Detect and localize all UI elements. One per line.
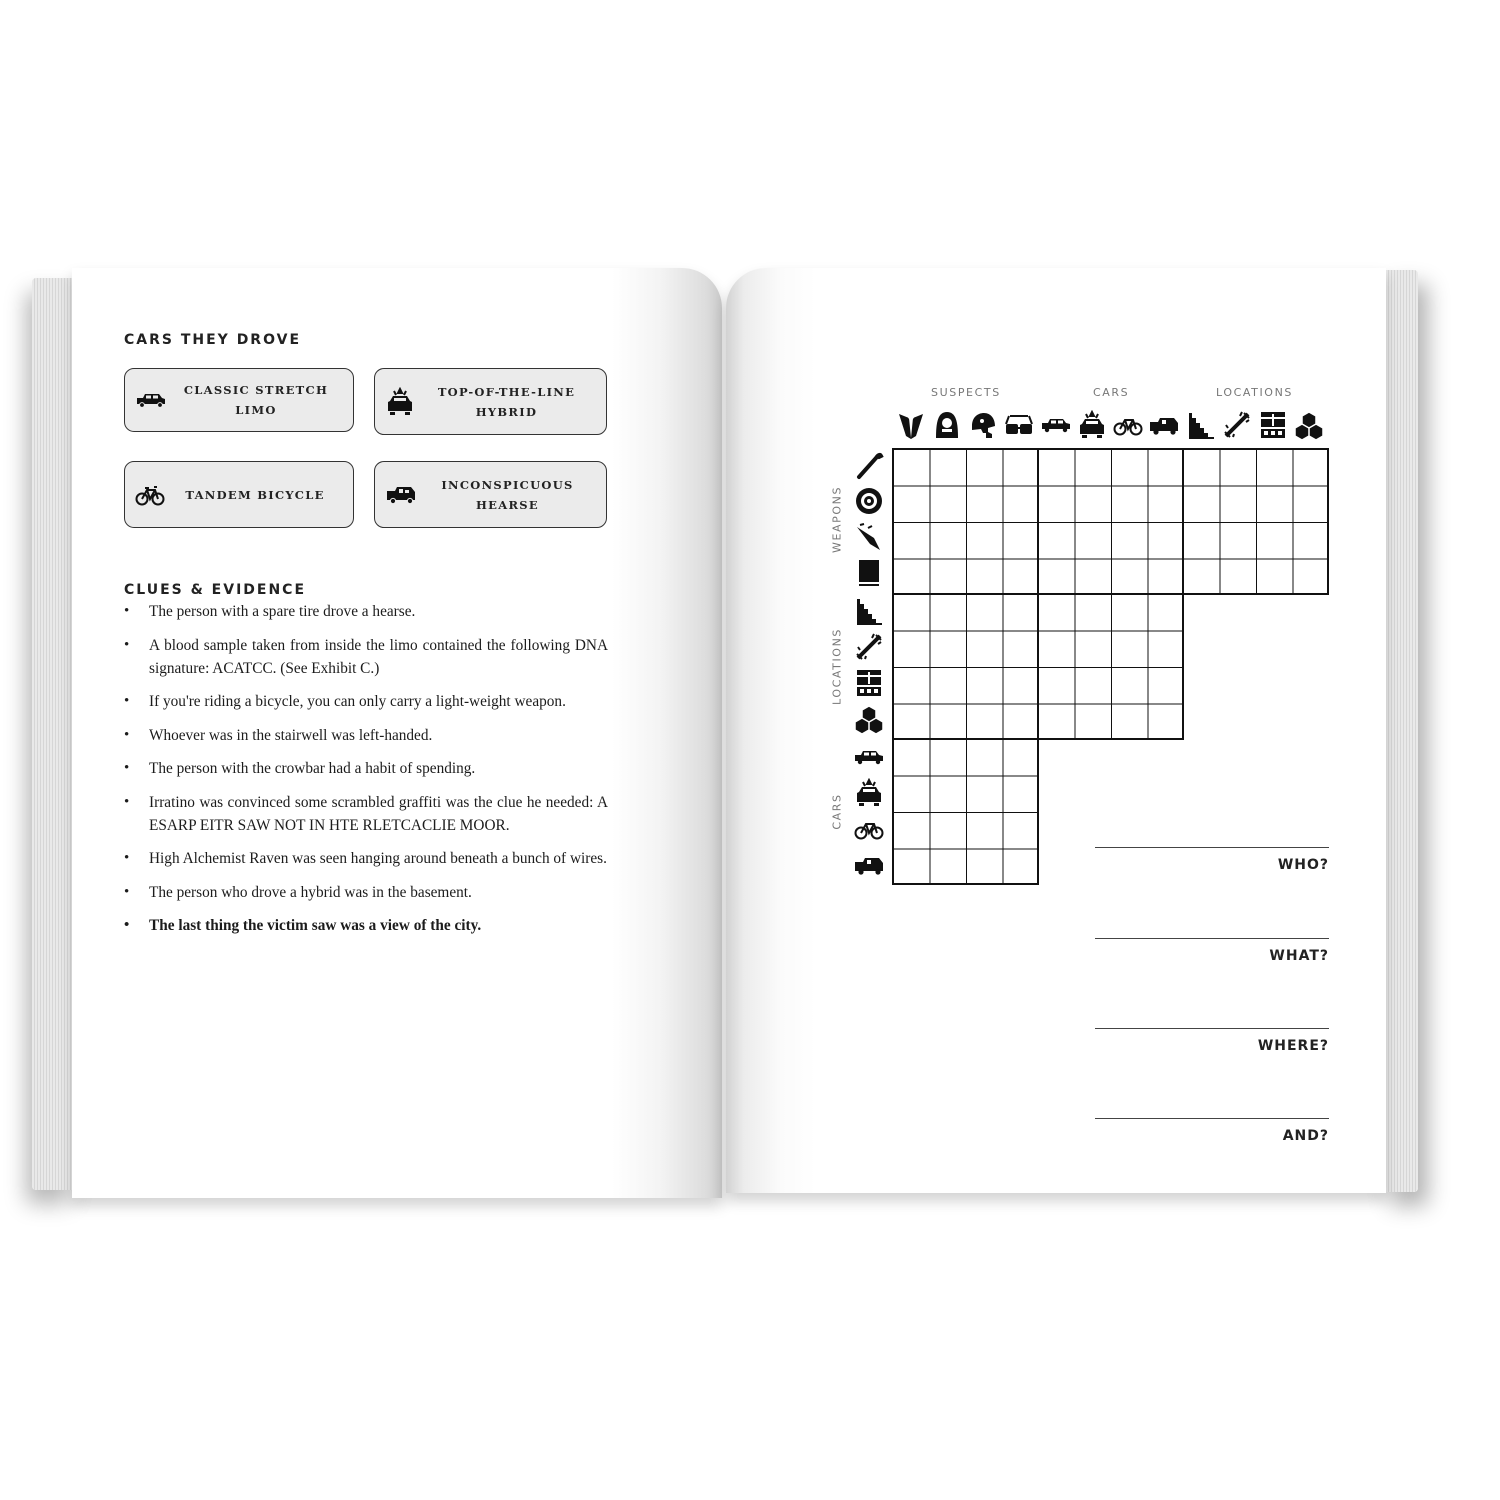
grid-weapons-suspects[interactable] bbox=[892, 448, 1039, 595]
row-group-locations: LOCATIONS bbox=[830, 628, 844, 705]
car-label: INCONSPICUOUS HEARSE bbox=[441, 477, 574, 512]
page-edges-left bbox=[32, 278, 76, 1190]
clue-item: • The person who drove a hybrid was in the basement. bbox=[122, 881, 608, 904]
row-group-weapons: WEAPONS bbox=[830, 485, 844, 554]
goggles-icon bbox=[1004, 410, 1034, 440]
wires-icon bbox=[1222, 410, 1252, 440]
boxes-icon bbox=[1294, 410, 1324, 440]
clues-section-title: CLUES & EVIDENCE bbox=[124, 582, 307, 598]
column-group-cars: CARS bbox=[1093, 386, 1130, 399]
crowbar-icon bbox=[854, 450, 884, 480]
answer-line-what[interactable] bbox=[1095, 938, 1329, 939]
hearse-icon bbox=[385, 484, 417, 506]
grid-locations-cars[interactable] bbox=[1037, 593, 1184, 740]
column-group-locations: LOCATIONS bbox=[1216, 386, 1293, 399]
car-card-bicycle bbox=[124, 461, 354, 528]
clue-item: • Irratino was convinced some scrambled graffiti was the clue he needed: A ESARP EITR SAW NOT IN HTE RLETCACLIE MOOR. bbox=[122, 791, 608, 837]
tuxedo-icon bbox=[896, 410, 926, 440]
car-label: CLASSIC STRETCH LIMO bbox=[183, 383, 329, 417]
car-card-limo bbox=[124, 368, 354, 432]
grid-weapons-cars[interactable] bbox=[1037, 448, 1184, 595]
answer-line-and[interactable] bbox=[1095, 1118, 1329, 1119]
clue-item: • If you're riding a bicycle, you can only carry a light-weight weapon. bbox=[122, 690, 608, 713]
answer-label-where: WHERE? bbox=[1257, 1038, 1329, 1054]
clue-item: • Whoever was in the stairwell was left-handed. bbox=[122, 724, 608, 747]
boxes-icon bbox=[854, 704, 884, 734]
hybrid-car-icon bbox=[385, 387, 415, 417]
hybrid-car-icon bbox=[1077, 410, 1107, 440]
grid-locations-suspects[interactable] bbox=[892, 593, 1039, 740]
limo-icon bbox=[135, 390, 167, 410]
grid-weapons-locations[interactable] bbox=[1182, 448, 1329, 595]
clues-list bbox=[122, 600, 608, 948]
spare-tire-icon bbox=[854, 486, 884, 516]
grid-cars-suspects[interactable] bbox=[892, 738, 1039, 885]
limo-icon bbox=[1041, 410, 1071, 440]
book-icon bbox=[854, 558, 884, 588]
column-group-suspects: SUSPECTS bbox=[931, 386, 1001, 399]
answer-line-who[interactable] bbox=[1095, 847, 1329, 848]
clue-item: • High Alchemist Raven was seen hanging around beneath a bunch of wires. bbox=[122, 847, 608, 870]
knife-icon bbox=[854, 522, 884, 552]
hybrid-car-icon bbox=[854, 778, 884, 808]
car-card-hybrid bbox=[374, 368, 607, 435]
stairwell-icon bbox=[1186, 410, 1216, 440]
bicycle-icon bbox=[854, 814, 884, 844]
clue-item: • The person with a spare tire drove a hearse. bbox=[122, 600, 608, 623]
row-group-cars: CARS bbox=[830, 793, 844, 830]
clue-item: • The last thing the victim saw was a view of the city. bbox=[122, 914, 608, 937]
answer-label-and: AND? bbox=[1282, 1128, 1329, 1144]
helmet-icon bbox=[968, 410, 998, 440]
hearse-icon bbox=[854, 850, 884, 880]
limo-icon bbox=[854, 742, 884, 772]
answer-line-where[interactable] bbox=[1095, 1028, 1329, 1029]
bicycle-icon bbox=[135, 484, 165, 506]
stairwell-icon bbox=[854, 596, 884, 626]
car-card-hearse bbox=[374, 461, 607, 528]
rooftop-icon bbox=[854, 668, 884, 698]
bicycle-icon bbox=[1113, 410, 1143, 440]
car-label: TOP-OF-THE-LINE HYBRID bbox=[437, 384, 576, 419]
clue-item: • A blood sample taken from inside the limo contained the following DNA signature: ACATCC. (See Exhibit C.) bbox=[122, 634, 608, 680]
wires-icon bbox=[854, 632, 884, 662]
hooded-figure-icon bbox=[932, 410, 962, 440]
clue-item: • The person with the crowbar had a habit of spending. bbox=[122, 757, 608, 780]
rooftop-icon bbox=[1258, 410, 1288, 440]
answer-label-what: WHAT? bbox=[1269, 948, 1329, 964]
car-label: TANDEM BICYCLE bbox=[185, 487, 325, 502]
cars-section-title: CARS THEY DROVE bbox=[124, 332, 302, 348]
answer-label-who: WHO? bbox=[1277, 857, 1329, 873]
hearse-icon bbox=[1149, 410, 1179, 440]
